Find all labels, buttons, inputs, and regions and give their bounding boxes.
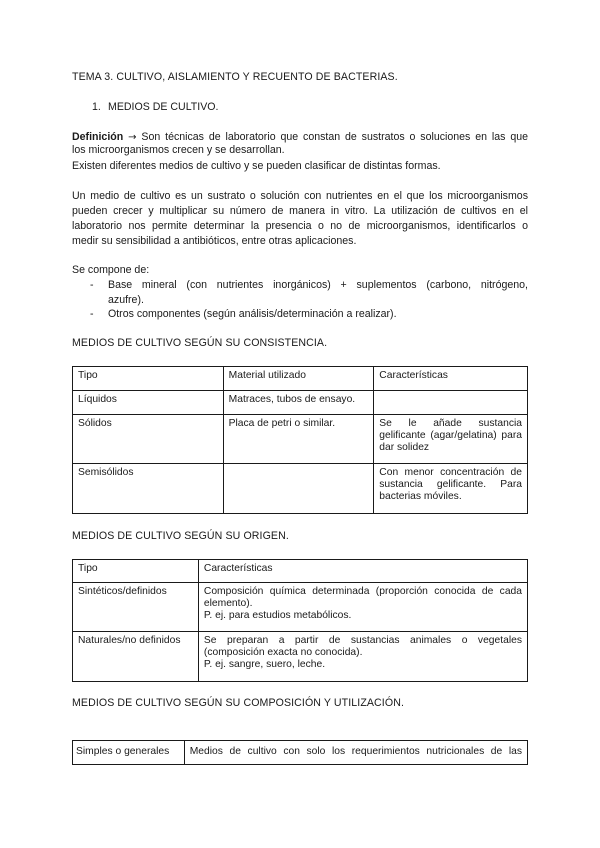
- composition-intro: Se compone de:: [72, 264, 150, 276]
- table-origin: [72, 559, 528, 682]
- composition-item-1-text-2: azufre).: [108, 294, 144, 306]
- table-cell: [198, 632, 527, 682]
- table-cell: Semisólidos: [73, 464, 224, 514]
- table-consistency: [72, 366, 528, 514]
- table-row: [73, 632, 528, 682]
- definition-text: Son técnicas de laboratorio que constan de sustratos o soluciones en las que: [141, 131, 528, 143]
- header-cell: Características: [374, 367, 528, 391]
- table-header-row: [73, 367, 528, 391]
- table-composition: [72, 740, 528, 765]
- header-cell: Material utilizado: [223, 367, 374, 391]
- table-cell: Medios de cultivo con solo los requerimientos nutricionales de las: [184, 741, 527, 765]
- table-cell: Líquidos: [73, 391, 224, 415]
- document-title: TEMA 3. CULTIVO, AISLAMIENTO Y RECUENTO DE BACTERIAS.: [72, 71, 398, 83]
- table-cell: Matraces, tubos de ensayo.: [223, 391, 374, 415]
- table-row: [73, 464, 528, 514]
- bullet-dash: -: [90, 279, 94, 291]
- composition-item-1-text: Base mineral (con nutrientes inorgánicos) + suplementos (carbono, nitrógeno,: [108, 279, 528, 291]
- header-cell: Características: [198, 560, 527, 583]
- cell-text: Composición química determinada (proporción conocida de cada elemento).: [203, 586, 522, 609]
- table-cell: Naturales/no definidos: [73, 632, 199, 682]
- table-row: [73, 391, 528, 415]
- section-number: 1.: [92, 101, 101, 113]
- section-label: MEDIOS DE CULTIVO.: [108, 101, 219, 113]
- definition-term: Definición: [72, 131, 124, 143]
- table-row: [73, 583, 528, 632]
- table-row: [73, 741, 528, 765]
- header-cell: Tipo: [73, 367, 224, 391]
- table-cell: [374, 391, 528, 415]
- table-cell: Simples o generales: [73, 741, 185, 765]
- header-cell: Tipo: [73, 560, 199, 583]
- bullet-dash: -: [90, 308, 94, 320]
- arrow-right-icon: →: [128, 132, 137, 143]
- table-cell: Sólidos: [73, 415, 224, 464]
- cell-example: P. ej. para estudios metabólicos.: [203, 610, 352, 621]
- table-cell: Con menor concentración de sustancia gelificante. Para bacterias móviles.: [374, 464, 528, 514]
- table-cell: Placa de petri o similar.: [223, 415, 374, 464]
- table-origin-heading: MEDIOS DE CULTIVO SEGÚN SU ORIGEN.: [72, 530, 289, 542]
- paragraph-line-3: laboratorio nos permite determinar la presencia o no de microorganismos, identificarlos o: [72, 220, 528, 232]
- cell-example: P. ej. sangre, suero, leche.: [203, 659, 326, 670]
- definition-line-2: los microorganismos crecen y se desarrollan.: [72, 144, 285, 156]
- definition-line-3: Existen diferentes medios de cultivo y se pueden clasificar de distintas formas.: [72, 160, 441, 172]
- cell-text: Se preparan a partir de sustancias animales o vegetales (composición exacta no conocida).: [203, 635, 522, 658]
- paragraph-line-1: Un medio de cultivo es un sustrato o solución con nutrientes en el que los microorganismos: [72, 190, 528, 202]
- table-composition-heading: MEDIOS DE CULTIVO SEGÚN SU COMPOSICIÓN Y UTILIZACIÓN.: [72, 697, 404, 709]
- table-row: [73, 415, 528, 464]
- definition-line: [72, 131, 528, 144]
- table-cell: Sintéticos/definidos: [73, 583, 199, 632]
- table-header-row: [73, 560, 528, 583]
- paragraph-line-2: pueden crecer y multiplicar su número de manera in vitro. La utilización de cultivos en el: [72, 205, 528, 217]
- paragraph-line-4: medir su sensibilidad a antibióticos, entre otras aplicaciones.: [72, 235, 357, 247]
- composition-item-2-text: Otros componentes (según análisis/determinación a realizar).: [108, 308, 397, 320]
- table-consistency-heading: MEDIOS DE CULTIVO SEGÚN SU CONSISTENCIA.: [72, 337, 328, 349]
- table-cell: [198, 583, 527, 632]
- table-cell: [223, 464, 374, 514]
- table-cell: Se le añade sustancia gelificante (agar/gelatina) para dar solidez: [374, 415, 528, 464]
